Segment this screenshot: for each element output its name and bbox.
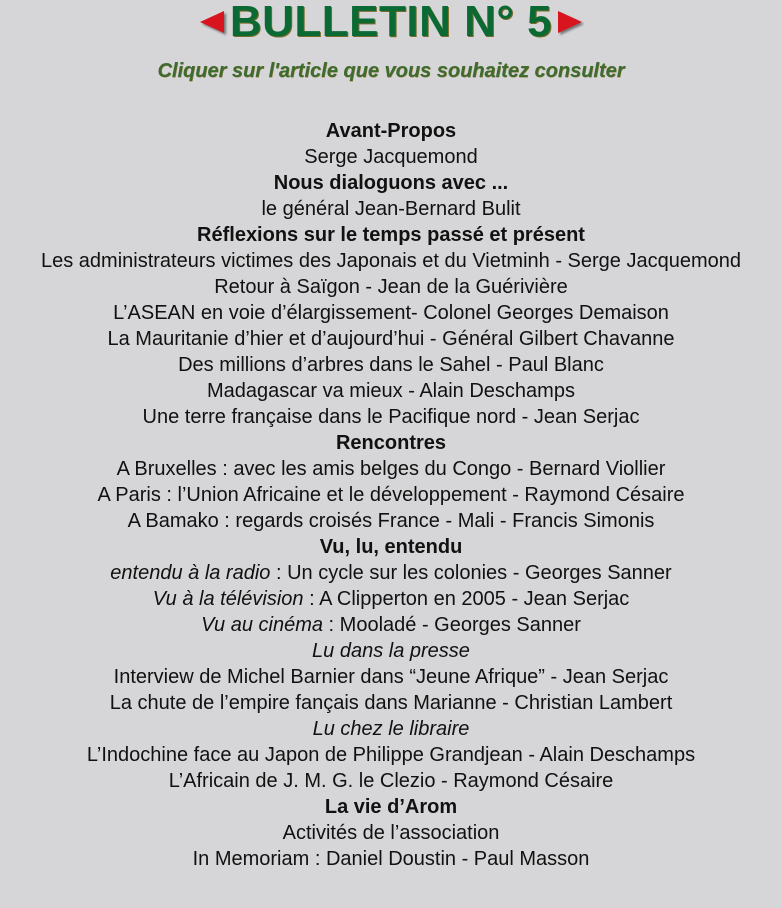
- article-link[interactable]: In Memoriam : Daniel Doustin - Paul Masson: [192, 848, 590, 870]
- page-title: BULLETIN N° 5: [229, 0, 553, 46]
- article-link[interactable]: Madagascar va mieux - Alain Deschamps: [207, 380, 575, 402]
- article-link[interactable]: [0, 560, 782, 586]
- article-category: entendu à la radio: [110, 562, 271, 584]
- section-heading: Nous dialoguons avec ...: [273, 172, 509, 194]
- subsection-heading: Lu dans la presse: [312, 640, 470, 662]
- subsection-heading: Lu chez le libraire: [312, 718, 470, 740]
- article-link[interactable]: Interview de Michel Barnier dans “Jeune Afrique” - Jean Serjac: [113, 666, 669, 688]
- article-link[interactable]: Les administrateurs victimes des Japonais et du Vietminh - Serge Jacquemond: [41, 250, 741, 272]
- section-heading: Réflexions sur le temps passé et présent: [197, 224, 585, 246]
- article-link[interactable]: A Bruxelles : avec les amis belges du Congo - Bernard Viollier: [116, 458, 666, 480]
- bulletin-header: [0, 0, 782, 44]
- article-title: : Un cycle sur les colonies - Georges Sanner: [270, 562, 672, 584]
- article-title: : Mooladé - Georges Sanner: [323, 614, 581, 636]
- article-category: Vu à la télévision: [152, 588, 304, 610]
- article-link[interactable]: Des millions d’arbres dans le Sahel - Paul Blanc: [178, 354, 604, 376]
- instruction-subtitle: Cliquer sur l'article que vous souhaitez consulter: [157, 60, 625, 82]
- article-category: Vu au cinéma: [201, 614, 323, 636]
- article-link[interactable]: Serge Jacquemond: [304, 146, 478, 168]
- article-title: : A Clipperton en 2005 - Jean Serjac: [303, 588, 630, 610]
- section-heading: Vu, lu, entendu: [319, 536, 463, 558]
- arrow-right-icon[interactable]: [558, 11, 582, 33]
- article-link[interactable]: le général Jean-Bernard Bulit: [261, 198, 521, 220]
- article-link[interactable]: Activités de l’association: [282, 822, 500, 844]
- article-link[interactable]: A Paris : l’Union Africaine et le développement - Raymond Césaire: [97, 484, 685, 506]
- section-heading: La vie d’Arom: [324, 796, 458, 818]
- article-link[interactable]: Une terre française dans le Pacifique nord - Jean Serjac: [142, 406, 640, 428]
- article-link[interactable]: L’Indochine face au Japon de Philippe Grandjean - Alain Deschamps: [86, 744, 696, 766]
- article-link[interactable]: L’Africain de J. M. G. le Clezio - Raymond Césaire: [168, 770, 614, 792]
- arrow-left-icon[interactable]: [200, 11, 224, 33]
- article-link[interactable]: L’ASEAN en voie d’élargissement- Colonel Georges Demaison: [113, 302, 669, 324]
- section-heading: Avant-Propos: [325, 120, 457, 142]
- article-link[interactable]: A Bamako : regards croisés France - Mali - Francis Simonis: [127, 510, 655, 532]
- article-link[interactable]: La chute de l’empire fançais dans Marianne - Christian Lambert: [109, 692, 673, 714]
- article-link[interactable]: [0, 586, 782, 612]
- article-link[interactable]: [0, 612, 782, 638]
- table-of-contents: [0, 118, 782, 872]
- article-link[interactable]: La Mauritanie d’hier et d’aujourd’hui - Général Gilbert Chavanne: [107, 328, 675, 350]
- article-link[interactable]: Retour à Saïgon - Jean de la Guérivière: [214, 276, 568, 298]
- section-heading: Rencontres: [335, 432, 447, 454]
